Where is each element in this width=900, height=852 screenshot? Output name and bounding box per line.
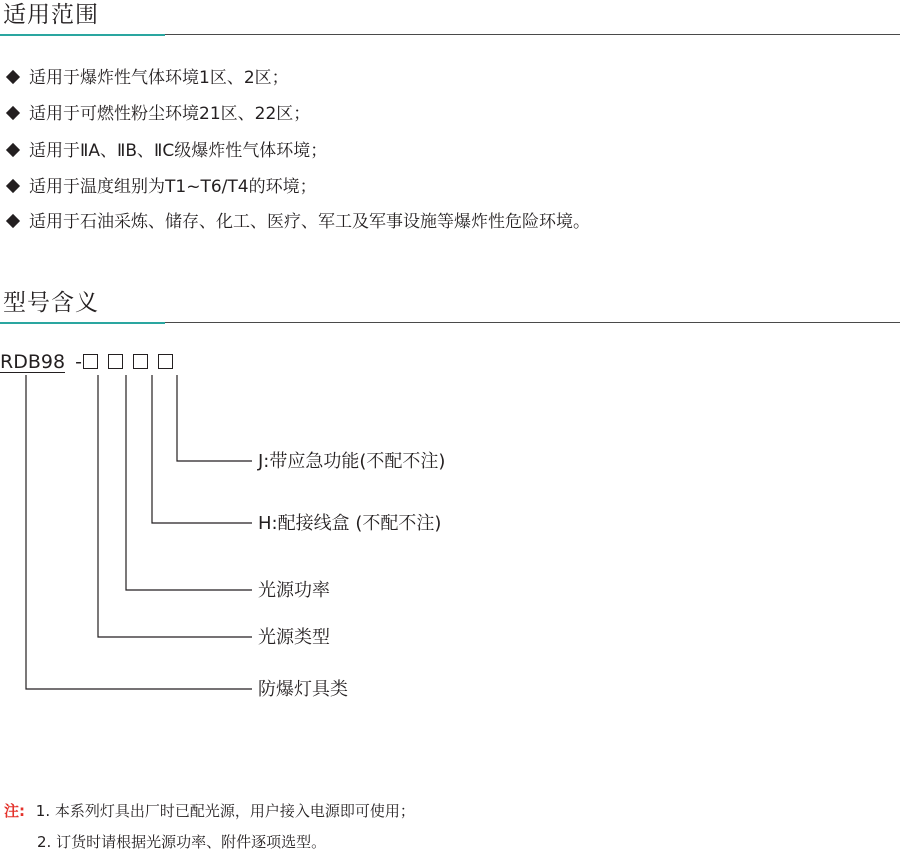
note-label: 注: [4,802,25,820]
model-meaning-h: H:配接线盒 (不配不注) [258,513,442,534]
connector-line [177,375,252,461]
note-text: 2. 订货时请根据光源功率、附件逐项选型。 [37,833,327,851]
scope-title: 适用范围 [3,2,99,28]
model-meaning-category: 防爆灯具类 [258,679,348,700]
scope-item: 适用于爆炸性气体环境1区、2区； [8,68,289,88]
scope-item: 适用于可燃性粉尘环境21区、22区； [8,104,310,124]
model-meaning-power: 光源功率 [258,580,330,601]
note-line [4,801,415,821]
note-line [37,832,326,852]
connector-line [152,375,252,523]
model-title: 型号含义 [3,290,99,316]
scope-item: 适用于ⅡA、ⅡB、ⅡC级爆炸性气体环境； [8,141,327,161]
model-meaning-j: J:带应急功能(不配不注) [258,451,446,472]
connector-line [98,375,252,637]
scope-item: 适用于温度组别为T1~T6/T4的环境； [8,177,317,197]
note-text: 1. 本系列灯具出厂时已配光源，用户接入电源即可使用； [35,802,415,820]
model-code-prefix: RDB98 [0,351,66,373]
model-code-dash: - [75,351,82,373]
scope-item: 适用于石油采炼、储存、化工、医疗、军工及军事设施等爆炸性危险环境。 [8,212,590,232]
connector-line [26,375,252,689]
model-meaning-source-type: 光源类型 [258,627,330,648]
connector-line [126,375,252,590]
